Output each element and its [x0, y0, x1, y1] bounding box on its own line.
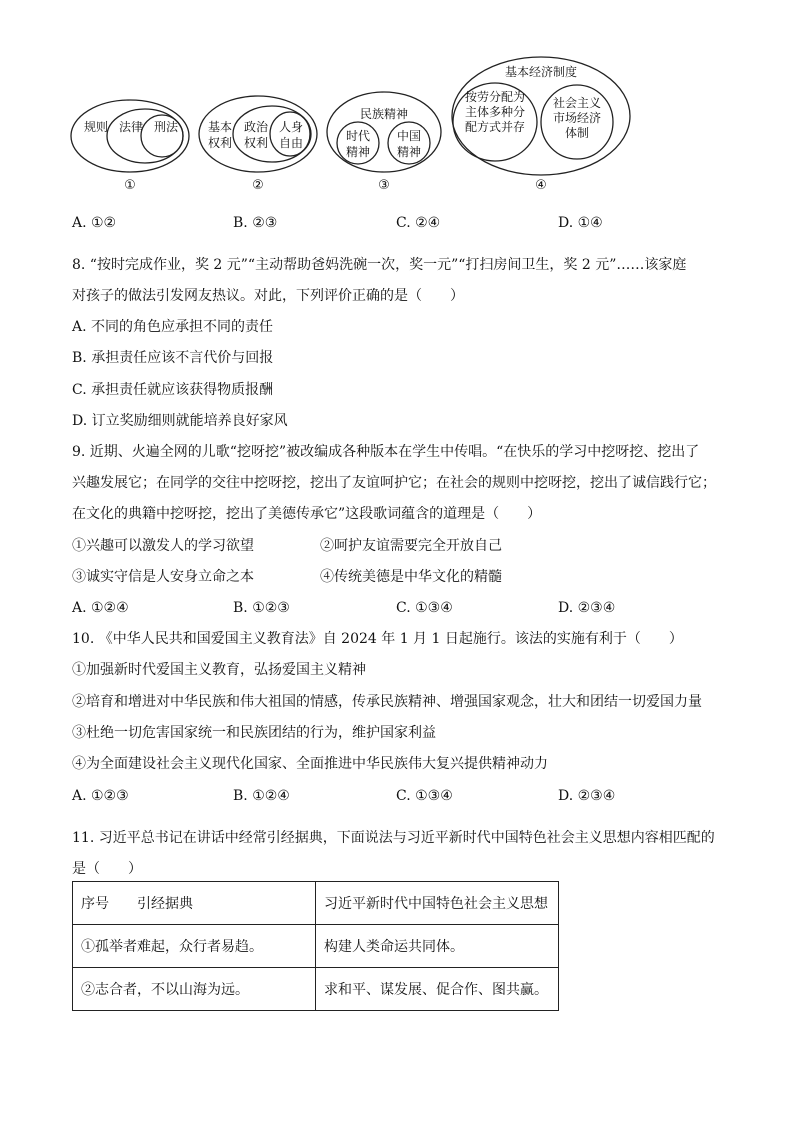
diagram-label-line: 权利: [243, 136, 269, 150]
q11-stem-line: 11. 习近平总书记在讲话中经常引经据典，下面说法与习近平新时代中国特色社会主义思想内容相匹配的: [72, 830, 715, 846]
diagram-label-line: 权利: [207, 136, 233, 150]
q10-item-3: ③杜绝一切危害国家统一和民族团结的行为，维护国家利益: [72, 725, 436, 741]
q10-option-b: B. ①②④: [233, 788, 290, 804]
d3-title: 民族精神: [359, 107, 409, 121]
d4-left: [465, 89, 525, 134]
table-cell: ①孤举者难起，众行者易趋。: [73, 925, 316, 968]
q9-item-3: ③诚实守信是人安身立命之本: [72, 569, 254, 585]
q8-option-a: A. 不同的角色应承担不同的责任: [72, 319, 274, 335]
diagram-label-line: 人身: [278, 120, 304, 134]
q10-item-1: ①加强新时代爱国主义教育，弘扬爱国主义精神: [72, 662, 366, 678]
diagram-label-line: 精神: [396, 145, 422, 159]
q9-stem-line: 在文化的典籍中挖呀挖，挖出了美德传承它”这段歌词蕴含的道理是（ ）: [72, 506, 542, 522]
d3-left: [346, 128, 370, 159]
d2-inner: [279, 120, 303, 150]
q10-stem: 10. 《中华人民共和国爱国主义教育法》自 2024 年 1 月 1 日起施行。该法的实施有利于（ ）: [72, 631, 683, 647]
q7-option-b: B. ②③: [233, 215, 278, 231]
d3-right: [397, 128, 421, 159]
diagram-label-line: 法律: [118, 120, 144, 134]
q9-option-b: B. ①②③: [233, 600, 290, 616]
diagram-label-line: 规则: [83, 120, 109, 134]
q10-option-a: A. ①②③: [72, 788, 129, 804]
q9-item-2: ②呵护友谊需要完全开放自己: [320, 538, 502, 554]
diagram-label-line: 按劳分配为: [464, 90, 526, 104]
table-header-cell: 序号 引经据典: [73, 882, 316, 925]
q10-option-d: D. ②③④: [558, 788, 616, 804]
diagram-label-line: 刑法: [153, 120, 179, 134]
diagram-label-line: 政治: [243, 120, 269, 134]
q9-item-4: ④传统美德是中华文化的精髓: [320, 569, 502, 585]
table-cell: 求和平、谋发展、促合作、图共赢。: [316, 968, 559, 1011]
q8-option-c: C. 承担责任就应该获得物质报酬: [72, 382, 274, 398]
diagram-label-line: 时代: [345, 129, 371, 143]
q9-option-a: A. ①②④: [72, 600, 129, 616]
diagram-label-line: 自由: [278, 136, 304, 150]
table-row: [73, 968, 559, 1011]
d1-inner: [154, 119, 179, 134]
quote-table: [72, 881, 559, 1011]
q8-option-d: D. 订立奖励细则就能培养良好家风: [72, 413, 288, 429]
diagram-label-line: 基本: [207, 120, 233, 134]
q10-item-2: ②培育和增进对中华民族和伟大祖国的情感，传承民族精神、增强国家观念，壮大和团结一切爱国力量: [72, 694, 702, 710]
q8-option-b: B. 承担责任应该不言代价与回报: [72, 350, 274, 366]
table-cell: ②志合者，不以山海为远。: [73, 968, 316, 1011]
d1-middle: [119, 119, 143, 134]
table-cell: 构建人类命运共同体。: [316, 925, 559, 968]
diagram-label-line: 中国: [396, 129, 422, 143]
q9-item-1: ①兴趣可以激发人的学习欲望: [72, 538, 254, 554]
d2-outer: [208, 119, 232, 150]
diagram-label-line: 社会主义: [552, 96, 602, 110]
d2-num: ②: [252, 178, 264, 193]
q9-option-d: D. ②③④: [558, 600, 616, 616]
d4-title: 基本经济制度: [504, 65, 578, 79]
table-row: [73, 925, 559, 968]
q11-stem-line: 是（ ）: [72, 861, 142, 877]
d4-num: ④: [535, 178, 547, 193]
diagram-label-line: 精神: [345, 145, 371, 159]
q8-stem-line: 8. “按时完成作业，奖 2 元”“主动帮助爸妈洗碗一次，奖一元”“打扫房间卫生，奖 2 元”……该家庭: [72, 257, 687, 273]
table-header-row: [73, 882, 559, 925]
d3-num: ③: [378, 178, 390, 193]
d1-outer: [84, 119, 108, 134]
q9-stem-line: 9. 近期、火遍全网的儿歌“挖呀挖”被改编成各种版本在学生中传唱。“在快乐的学习中挖呀挖、挖出了: [72, 444, 700, 460]
diagram-label-line: 市场经济: [552, 111, 602, 125]
q7-option-a: A. ①②: [72, 215, 117, 231]
diagram-label-line: 配方式并存: [464, 120, 526, 134]
q10-option-c: C. ①③④: [396, 788, 453, 804]
q7-option-d: D. ①④: [558, 215, 603, 231]
q8-stem-line: 对孩子的做法引发网友热议。对此，下列评价正确的是（ ）: [72, 288, 464, 304]
diagram-label-line: 体制: [564, 126, 590, 140]
q10-item-4: ④为全面建设社会主义现代化国家、全面推进中华民族伟大复兴提供精神动力: [72, 756, 548, 772]
venn-diagrams: [0, 0, 794, 200]
diagram-label-line: 主体多种分: [464, 105, 526, 119]
q7-option-c: C. ②④: [396, 215, 441, 231]
table-header-cell: 习近平新时代中国特色社会主义思想: [316, 882, 559, 925]
d1-num: ①: [124, 178, 136, 193]
q9-option-c: C. ①③④: [396, 600, 453, 616]
d4-right: [553, 95, 601, 140]
d2-middle: [244, 119, 269, 150]
q9-stem-line: 兴趣发展它；在同学的交往中挖呀挖，挖出了友谊呵护它；在社会的规则中挖呀挖，挖出了诚信践行它；: [72, 475, 716, 491]
